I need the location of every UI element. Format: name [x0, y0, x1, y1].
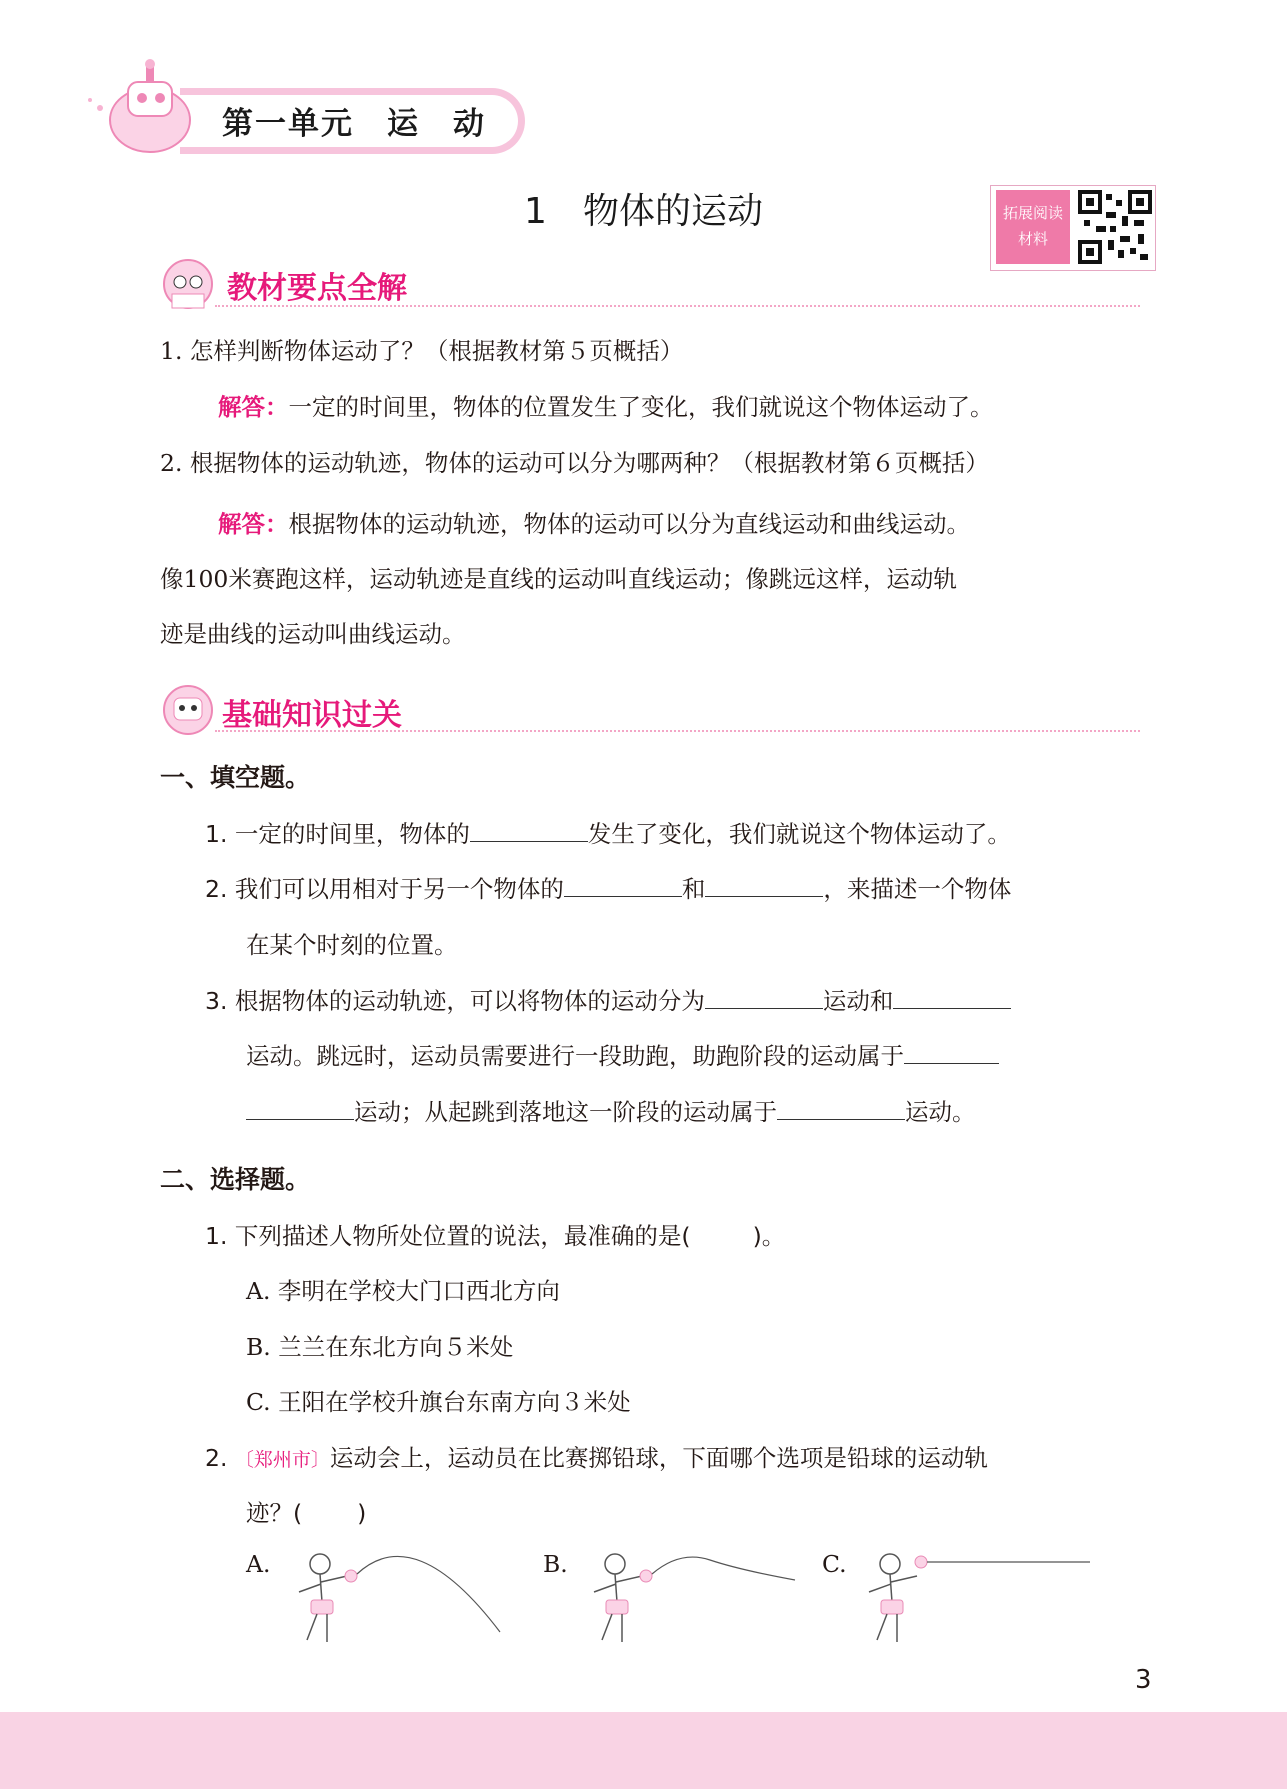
answer-2: [218, 505, 970, 539]
answer-blank[interactable]: [564, 874, 682, 897]
section-heading-key-points: 教材要点全解: [227, 271, 407, 306]
qr-code-icon[interactable]: [1078, 190, 1152, 264]
shot-put-arc-trajectory-figure[interactable]: [285, 1540, 510, 1650]
answer-2-line2: 像100米赛跑这样，运动轨迹是直线的运动叫直线运动；像跳远这样，运动轨: [160, 565, 957, 593]
answer-1-text: 一定的时间里，物体的位置发生了变化，我们就说这个物体运动了。: [288, 393, 994, 421]
answer-blank[interactable]: [705, 986, 823, 1009]
fill-1-text-a: 1. 一定的时间里，物体的: [205, 820, 470, 848]
fill-3-text-line3-b: 运动。: [905, 1098, 976, 1126]
choice-1-option-a[interactable]: A. 李明在学校大门口西北方向: [246, 1277, 560, 1305]
page-number: 3: [1135, 1665, 1152, 1695]
part-title-choice: 二、选择题。: [160, 1165, 311, 1194]
answer-label: 解答：: [218, 510, 289, 538]
qr-label-line2: 材料: [1017, 230, 1048, 248]
fill-3-text-line2: 运动。跳远时，运动员需要进行一段助跑，助跑阶段的运动属于: [246, 1042, 904, 1070]
fill-question-2-line2: 在某个时刻的位置。: [246, 931, 458, 959]
question-1: 1. 怎样判断物体运动了？（根据教材第５页概括）: [160, 337, 684, 365]
reading-mascot-icon: [160, 258, 218, 314]
fill-3-text-line3-a: 运动；从起跳到落地这一阶段的运动属于: [354, 1098, 777, 1126]
choice-1-text-a: 1. 下列描述人物所处位置的说法，最准确的是(: [205, 1222, 691, 1250]
unit-title: 第一单元 运 动: [222, 106, 486, 142]
choice-1-option-b[interactable]: B. 兰兰在东北方向５米处: [246, 1333, 514, 1361]
qr-label-line1: 拓展阅读: [1002, 204, 1063, 222]
answer-label: 解答：: [218, 393, 289, 421]
fill-question-3-line2: [246, 1037, 999, 1071]
fill-question-1: [205, 815, 1011, 849]
answer-blank[interactable]: [705, 874, 823, 897]
region-tag: 〔郑州市〕: [234, 1449, 330, 1471]
fill-2-text-b: 和: [681, 875, 706, 903]
fill-2-text-c: ，来描述一个物体: [823, 875, 1012, 903]
answer-2-text-line1: 根据物体的运动轨迹，物体的运动可以分为直线运动和曲线运动。: [288, 510, 970, 538]
choice-question-2: [205, 1439, 988, 1473]
lesson-title: 1 物体的运动: [524, 191, 763, 232]
answer-blank[interactable]: [893, 986, 1011, 1009]
choice-2-option-c-label[interactable]: C.: [822, 1550, 847, 1578]
fill-1-text-b: 发生了变化，我们就说这个物体运动了。: [587, 820, 1011, 848]
robot-mascot-icon: [80, 58, 220, 158]
choice-question-1: [205, 1217, 785, 1251]
choice-2-text: 运动会上，运动员在比赛掷铅球，下面哪个选项是铅球的运动轨: [329, 1444, 988, 1472]
fill-question-3-line3: [246, 1093, 976, 1127]
part-title-fill-in: 一、填空题。: [160, 763, 311, 792]
section-heading-basics: 基础知识过关: [222, 698, 402, 733]
knowledge-mascot-icon: [160, 684, 218, 740]
qr-label[interactable]: [996, 190, 1070, 264]
answer-blank[interactable]: [777, 1097, 905, 1120]
choice-2-text-line2-b: ): [357, 1499, 367, 1527]
fill-2-text-a: 2. 我们可以用相对于另一个物体的: [205, 875, 564, 903]
fill-question-2: [205, 870, 1011, 904]
answer-blank[interactable]: [246, 1097, 354, 1120]
choice-2-number: 2.: [205, 1444, 228, 1472]
answer-blank[interactable]: [904, 1041, 999, 1064]
fill-3-text-b: 运动和: [822, 987, 894, 1015]
choice-1-text-b: )。: [752, 1222, 786, 1250]
choice-1-option-c[interactable]: C. 王阳在学校升旗台东南方向３米处: [246, 1388, 631, 1416]
answer-1: [218, 388, 994, 422]
wavy-trajectory-figure[interactable]: [580, 1540, 805, 1650]
bottom-band: [0, 1712, 1287, 1789]
section-divider: [215, 305, 1140, 307]
question-2: 2. 根据物体的运动轨迹，物体的运动可以分为哪两种？（根据教材第６页概括）: [160, 449, 989, 477]
choice-question-2-line2: [246, 1494, 366, 1528]
choice-2-text-line2-a: 迹？(: [246, 1499, 303, 1527]
fill-question-3: [205, 982, 1011, 1016]
choice-2-option-b-label[interactable]: B.: [543, 1550, 568, 1578]
answer-blank[interactable]: [470, 819, 588, 842]
straight-trajectory-figure[interactable]: [855, 1540, 1095, 1650]
choice-2-option-a-label[interactable]: A.: [246, 1550, 271, 1578]
fill-3-text-a: 3. 根据物体的运动轨迹，可以将物体的运动分为: [205, 987, 705, 1015]
section-divider: [215, 730, 1140, 732]
answer-2-line3: 迹是曲线的运动叫曲线运动。: [160, 620, 466, 648]
